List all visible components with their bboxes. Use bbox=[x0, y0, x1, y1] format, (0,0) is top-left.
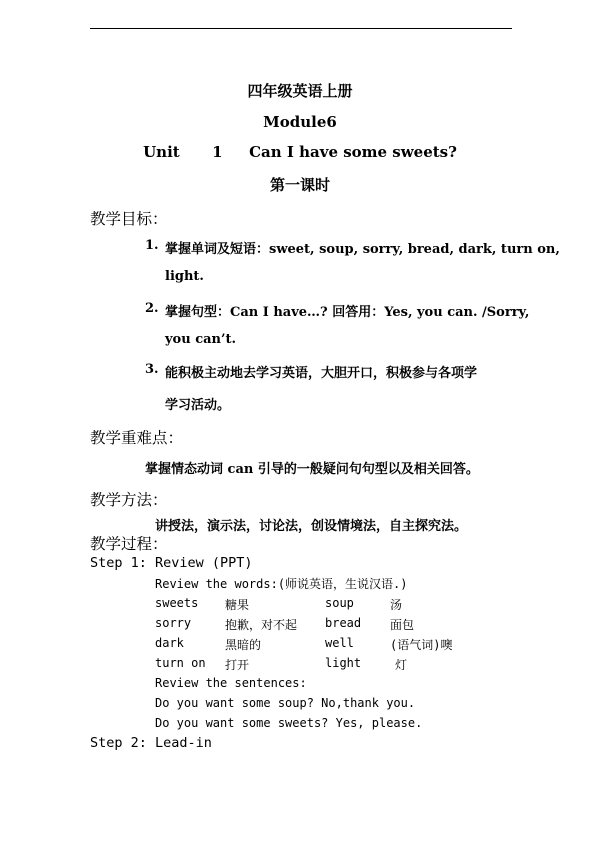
unit-number: 1 bbox=[212, 143, 223, 161]
methods-heading: 教学方法： bbox=[90, 491, 168, 509]
vocab-en: sweets bbox=[155, 596, 199, 610]
vocab-zh: 汤 bbox=[390, 598, 403, 612]
process-heading: 教学过程： bbox=[90, 535, 168, 553]
key-points-heading: 教学重难点： bbox=[90, 429, 184, 447]
vocab-en: turn on bbox=[155, 656, 206, 670]
step-2: Step 2: Lead-in bbox=[90, 735, 212, 751]
vocab-en: dark bbox=[155, 636, 184, 650]
vocab-en: sorry bbox=[155, 616, 192, 630]
vocab-zh: 面包 bbox=[390, 618, 415, 632]
review-sentences-label: Review the sentences: bbox=[155, 676, 307, 690]
vocab-en: bread bbox=[325, 616, 362, 630]
vocab-zh: 黑暗的 bbox=[225, 638, 262, 652]
module-title: Module6 bbox=[263, 113, 337, 131]
review-words-label: Review the words:(师说英语，生说汉语.) bbox=[155, 577, 408, 591]
key-points-text: 掌握情态动词 can 引导的一般疑问句句型以及相关回答。 bbox=[145, 462, 479, 477]
vocab-en: well bbox=[325, 636, 354, 650]
vocab-zh: 糖果 bbox=[225, 598, 250, 612]
objective-1-num: 1. bbox=[145, 238, 159, 253]
objective-2-num: 2. bbox=[145, 301, 159, 316]
sentence-2: Do you want some sweets? Yes, please. bbox=[155, 716, 423, 730]
vocab-zh: 打开 bbox=[225, 658, 250, 672]
objective-1-line2: light. bbox=[165, 269, 204, 284]
objective-2-line1: 掌握句型：Can I have…? 回答用：Yes, you can. /Sorry, bbox=[165, 305, 530, 320]
objectives-heading: 教学目标： bbox=[90, 210, 168, 228]
sentence-1: Do you want some soup? No,thank you. bbox=[155, 696, 416, 710]
objective-3-line2: 学习活动。 bbox=[165, 398, 231, 413]
vocab-zh: 灯 bbox=[395, 658, 408, 672]
lesson-title: 第一课时 bbox=[269, 176, 330, 194]
vocab-zh: 抱歉，对不起 bbox=[225, 618, 298, 632]
objective-1-line1: 掌握单词及短语：sweet, soup, sorry, bread, dark, turn on, bbox=[165, 242, 560, 257]
vocab-en: soup bbox=[325, 596, 354, 610]
unit-name: Can I have some sweets? bbox=[249, 143, 457, 161]
header-rule bbox=[90, 28, 512, 29]
step-1: Step 1: Review (PPT) bbox=[90, 555, 253, 571]
methods-text: 讲授法，演示法，讨论法，创设情境法，自主探究法。 bbox=[155, 519, 468, 534]
unit-label: Unit bbox=[143, 143, 180, 161]
vocab-zh: (语气词)噢 bbox=[390, 638, 453, 652]
unit-title bbox=[0, 143, 600, 161]
grade-title: 四年级英语上册 bbox=[247, 82, 353, 100]
objective-3-line1: 能积极主动地去学习英语，大胆开口，积极参与各项学 bbox=[165, 366, 478, 381]
objective-3-num: 3. bbox=[145, 362, 159, 377]
objective-2-line2: you can’t. bbox=[165, 332, 237, 347]
vocab-en: light bbox=[325, 656, 362, 670]
